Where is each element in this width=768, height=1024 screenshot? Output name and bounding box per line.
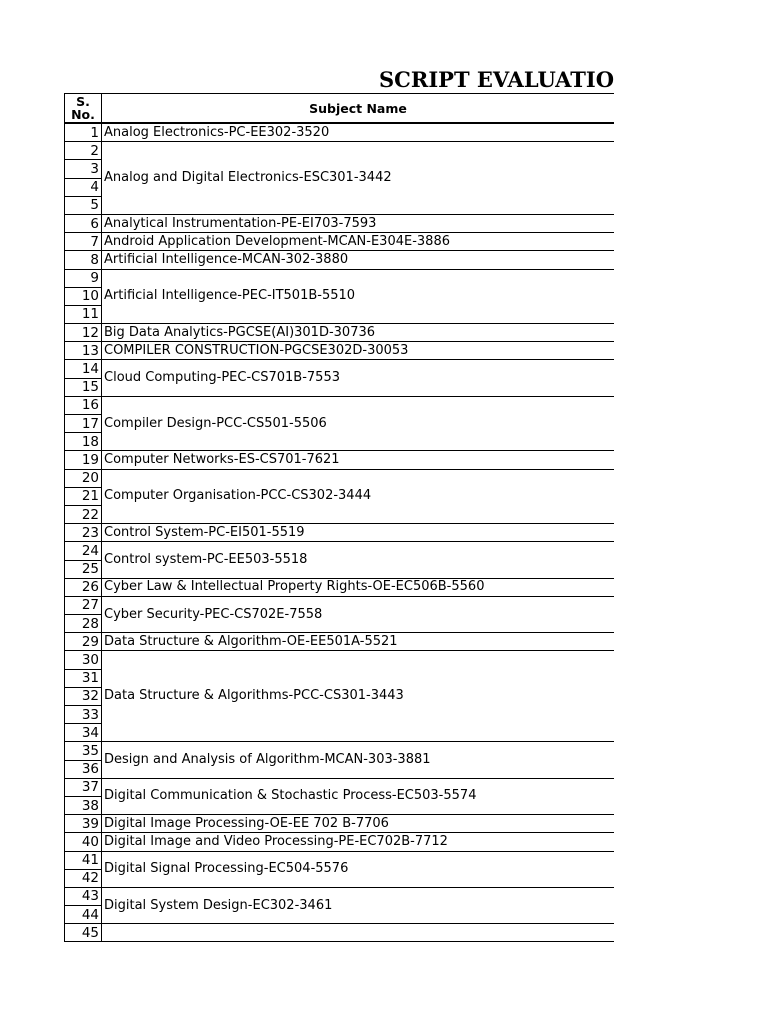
table-header (65, 94, 615, 124)
serial-number-cell: 39 (65, 815, 102, 833)
serial-number-cell: 14 (65, 360, 102, 378)
table-row (65, 342, 615, 360)
serial-number-cell: 19 (65, 451, 102, 469)
table-row (65, 578, 615, 596)
subject-name-cell: Analog and Digital Electronics-ESC301-3442 (102, 142, 615, 215)
serial-number-cell: 25 (65, 560, 102, 578)
subject-name-cell: Data Structure & Algorithms-PCC-CS301-3443 (102, 651, 615, 742)
table-body (65, 123, 615, 942)
subject-name-cell: Digital Communication & Stochastic Process-EC503-5574 (102, 778, 615, 814)
table-row (65, 887, 615, 905)
serial-number-cell: 23 (65, 524, 102, 542)
table-row (65, 360, 615, 378)
serial-number-cell: 7 (65, 233, 102, 251)
subject-name-cell: Computer Organisation-PCC-CS302-3444 (102, 469, 615, 524)
table-row (65, 542, 615, 560)
table-row (65, 269, 615, 287)
subject-name-cell: COMPILER CONSTRUCTION-PGCSE302D-30053 (102, 342, 615, 360)
serial-number-cell: 40 (65, 833, 102, 851)
serial-number-cell: 28 (65, 615, 102, 633)
subject-name-header: Subject Name (102, 94, 615, 124)
serial-number-cell: 13 (65, 342, 102, 360)
serial-number-cell: 37 (65, 778, 102, 796)
serial-number-cell: 26 (65, 578, 102, 596)
serial-number-cell: 41 (65, 851, 102, 869)
serial-number-cell: 3 (65, 160, 102, 178)
table-row (65, 651, 615, 669)
table-row (65, 123, 615, 142)
subject-name-cell: Digital Signal Processing-EC504-5576 (102, 851, 615, 887)
subject-name-cell: Big Data Analytics-PGCSE(AI)301D-30736 (102, 324, 615, 342)
subject-name-cell: Analog Electronics-PC-EE302-3520 (102, 123, 615, 142)
serial-number-cell: 6 (65, 214, 102, 232)
table-row (65, 214, 615, 232)
serial-number-cell: 8 (65, 251, 102, 269)
serial-number-cell: 22 (65, 505, 102, 523)
subject-name-cell: Compiler Design-PCC-CS501-5506 (102, 396, 615, 451)
table-row (65, 924, 615, 942)
serial-number-cell: 4 (65, 178, 102, 196)
table-row (65, 469, 615, 487)
subject-name-cell: Design and Analysis of Algorithm-MCAN-303-3881 (102, 742, 615, 778)
serial-number-cell: 42 (65, 869, 102, 887)
serial-number-cell: 44 (65, 906, 102, 924)
subject-name-cell: Digital Image and Video Processing-PE-EC702B-7712 (102, 833, 615, 851)
subject-name-cell (102, 924, 615, 942)
subject-name-cell: Digital System Design-EC302-3461 (102, 887, 615, 923)
table-row (65, 851, 615, 869)
subject-name-cell: Control system-PC-EE503-5518 (102, 542, 615, 578)
subject-name-cell: Cyber Law & Intellectual Property Rights-OE-EC506B-5560 (102, 578, 615, 596)
subject-table (64, 93, 614, 942)
serial-number-cell: 18 (65, 433, 102, 451)
subject-name-cell: Digital Image Processing-OE-EE 702 B-7706 (102, 815, 615, 833)
serial-number-cell: 31 (65, 669, 102, 687)
serial-number-header: S. No. (65, 94, 102, 124)
serial-number-cell: 27 (65, 596, 102, 614)
subject-name-cell: Cyber Security-PEC-CS702E-7558 (102, 596, 615, 632)
subject-name-cell: Control System-PC-EI501-5519 (102, 524, 615, 542)
table-row (65, 233, 615, 251)
table-row (65, 524, 615, 542)
serial-number-cell: 12 (65, 324, 102, 342)
table-row (65, 742, 615, 760)
serial-number-cell: 5 (65, 196, 102, 214)
serial-number-cell: 43 (65, 887, 102, 905)
document-title: SCRIPT EVALUATIO (379, 67, 615, 92)
table-row (65, 633, 615, 651)
table-row (65, 451, 615, 469)
subject-name-cell: Analytical Instrumentation-PE-EI703-7593 (102, 214, 615, 232)
table-row (65, 324, 615, 342)
serial-number-cell: 20 (65, 469, 102, 487)
serial-number-cell: 36 (65, 760, 102, 778)
serial-number-cell: 10 (65, 287, 102, 305)
table-row (65, 778, 615, 796)
serial-number-cell: 24 (65, 542, 102, 560)
subject-name-cell: Artificial Intelligence-PEC-IT501B-5510 (102, 269, 615, 324)
serial-number-cell: 29 (65, 633, 102, 651)
table-row (65, 396, 615, 414)
serial-number-cell: 9 (65, 269, 102, 287)
serial-number-cell: 32 (65, 687, 102, 705)
subject-name-cell: Cloud Computing-PEC-CS701B-7553 (102, 360, 615, 396)
serial-number-cell: 38 (65, 796, 102, 814)
header-row (65, 94, 615, 124)
subject-name-cell: Android Application Development-MCAN-E304E-3886 (102, 233, 615, 251)
serial-number-cell: 33 (65, 706, 102, 724)
serial-number-cell: 30 (65, 651, 102, 669)
table-row (65, 815, 615, 833)
serial-number-cell: 1 (65, 123, 102, 142)
serial-number-cell: 34 (65, 724, 102, 742)
subject-name-cell: Data Structure & Algorithm-OE-EE501A-5521 (102, 633, 615, 651)
serial-number-cell: 15 (65, 378, 102, 396)
serial-number-cell: 35 (65, 742, 102, 760)
serial-number-cell: 45 (65, 924, 102, 942)
subject-name-cell: Computer Networks-ES-CS701-7621 (102, 451, 615, 469)
serial-number-cell: 21 (65, 487, 102, 505)
serial-number-cell: 16 (65, 396, 102, 414)
serial-number-cell: 2 (65, 142, 102, 160)
serial-number-cell: 17 (65, 415, 102, 433)
table-row (65, 833, 615, 851)
table-row (65, 596, 615, 614)
serial-number-cell: 11 (65, 305, 102, 323)
table-row (65, 142, 615, 160)
subject-name-cell: Artificial Intelligence-MCAN-302-3880 (102, 251, 615, 269)
evaluation-sheet (64, 93, 614, 944)
table-row (65, 251, 615, 269)
